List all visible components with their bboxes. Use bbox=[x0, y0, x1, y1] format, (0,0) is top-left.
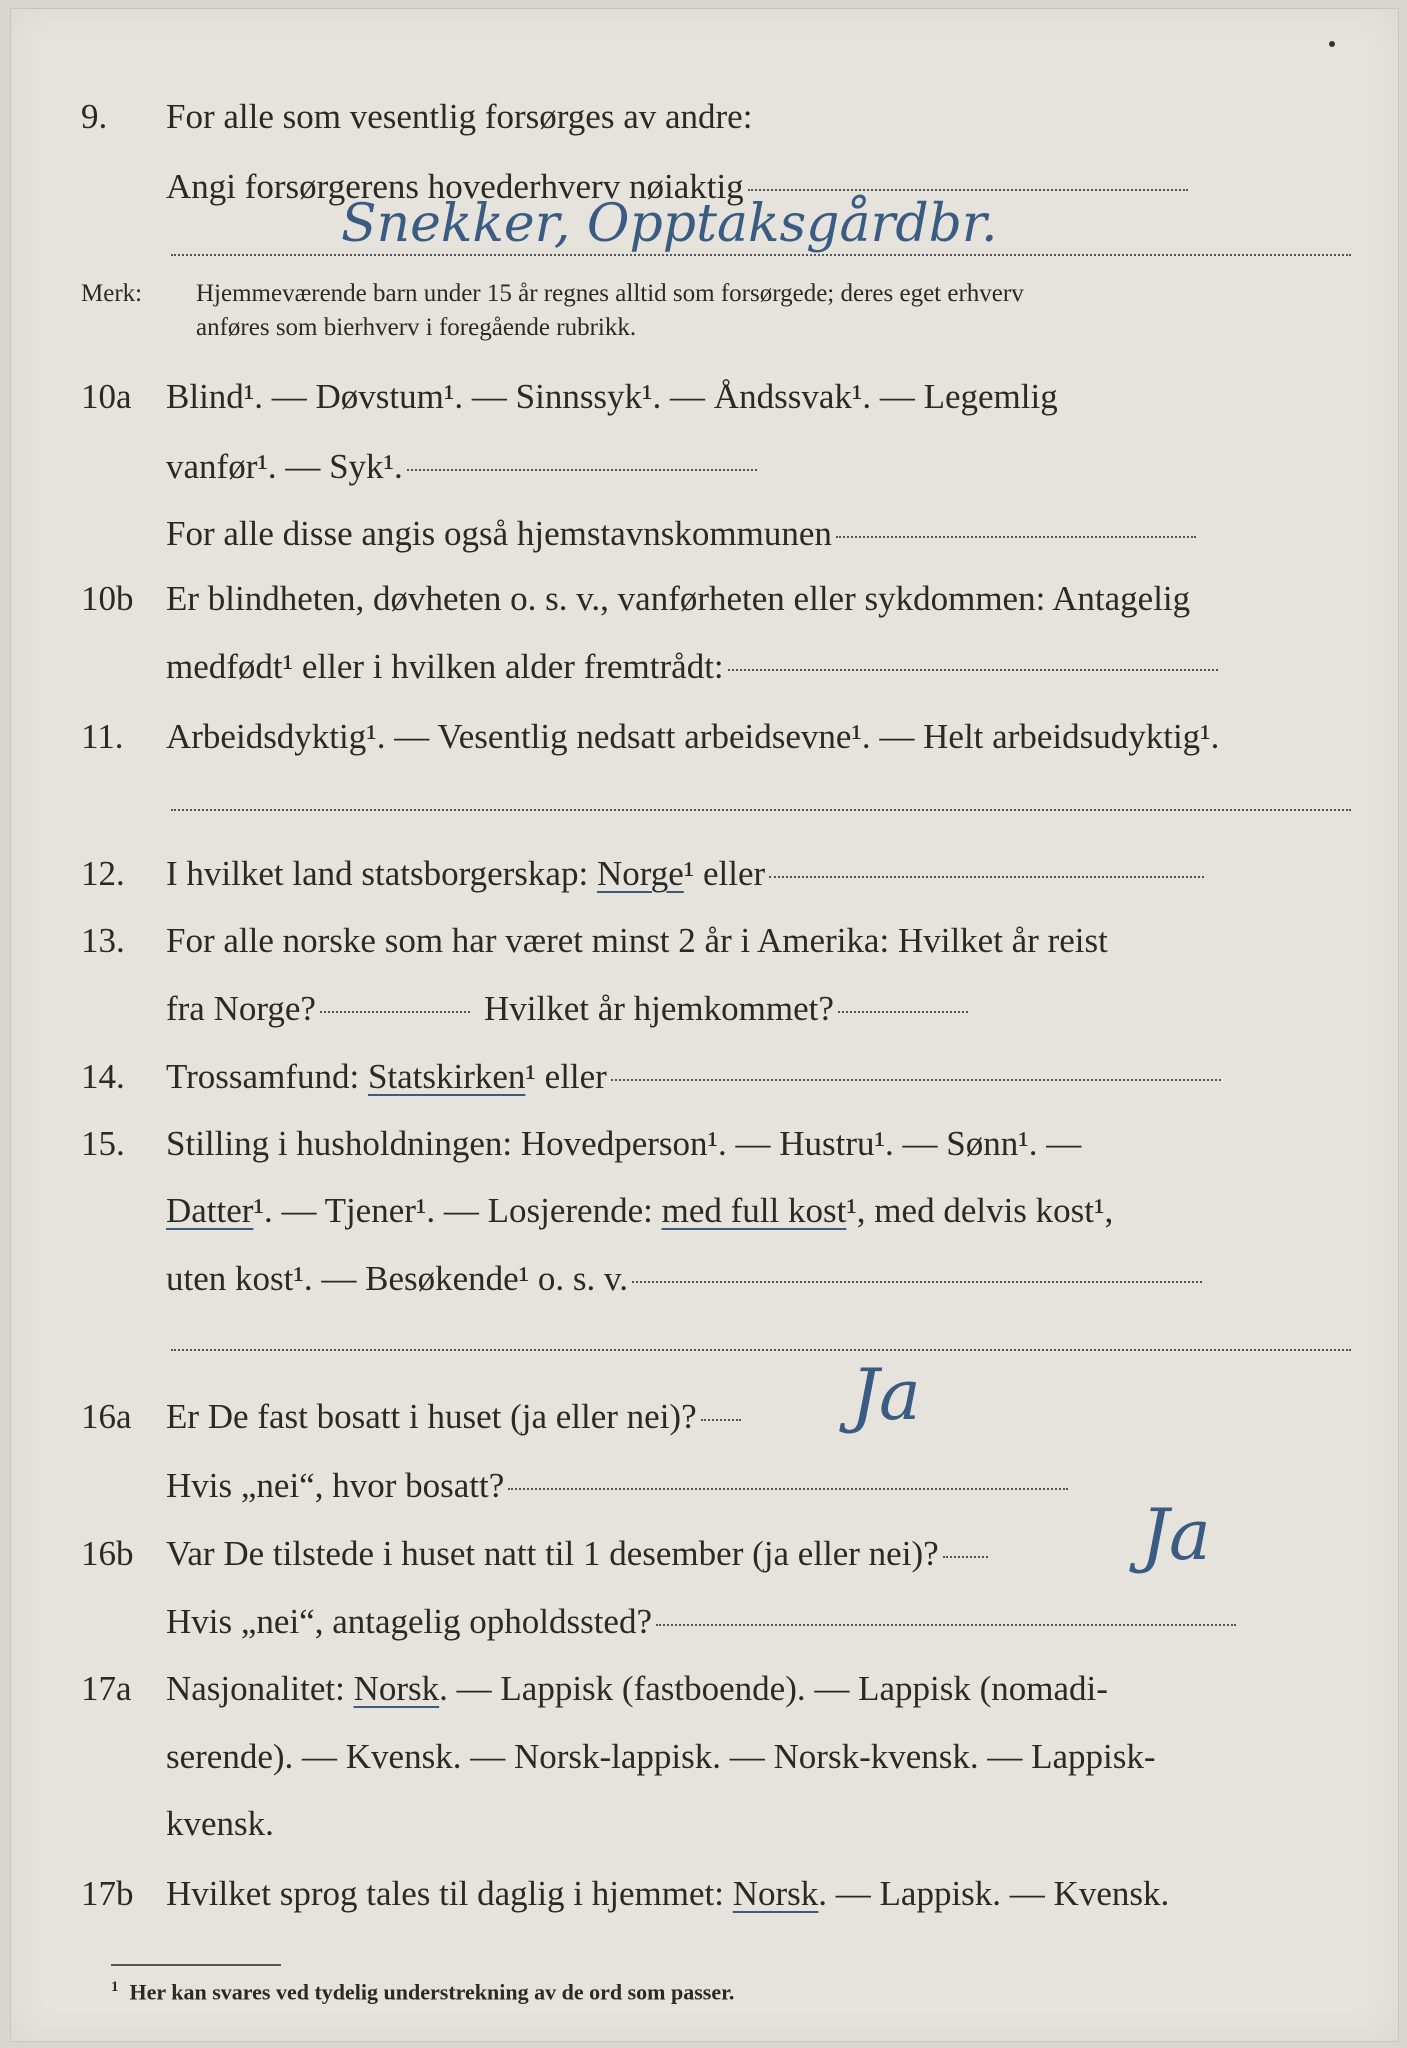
q14-underlined-answer: Statskirken bbox=[367, 1057, 526, 1096]
q16a-number: 16a bbox=[81, 1397, 132, 1436]
footnote: $^1$ Her kan svares ved tydelig understrekning av de ord som passer. bbox=[111, 1979, 735, 2005]
q13-line2: fra Norge? Hvilket år hjemkommet? bbox=[166, 979, 968, 1039]
q17b-number: 17b bbox=[81, 1874, 134, 1913]
q17b-line: Hvilket sprog tales til daglig i hjemmet: Norsk. — Lappisk. — Kvensk. bbox=[166, 1874, 1170, 1913]
q15-underlined-datter: Datter bbox=[166, 1191, 254, 1230]
q10a-line2: vanfør¹. — Syk¹. bbox=[166, 437, 757, 497]
q15-underlined-kost: med full kost bbox=[661, 1191, 847, 1230]
q12-underlined-answer: Norge bbox=[596, 854, 684, 893]
q9-handwritten-answer: Snekker, Opptaksgårdbr. bbox=[341, 194, 998, 254]
speck bbox=[1329, 41, 1335, 47]
q12-line: I hvilket land statsborgerskap: Norge¹ eller bbox=[166, 844, 1204, 904]
q11-number: 11. bbox=[81, 717, 124, 756]
q10a-line1: Blind¹. — Døvstum¹. — Sinnssyk¹. — Åndssvak¹. — Legemlig bbox=[166, 377, 1058, 416]
q10b-line2: medfødt¹ eller i hvilken alder fremtrådt: bbox=[166, 637, 1218, 697]
q9-answer-line bbox=[171, 254, 1351, 256]
merk-line2: anføres som bierhverv i foregående rubrikk. bbox=[196, 314, 637, 341]
q16b-line1: Var De tilstede i huset natt til 1 desember (ja eller nei)? bbox=[166, 1524, 988, 1584]
q10a-number: 10a bbox=[81, 377, 132, 416]
q9-number: 9. bbox=[81, 97, 108, 136]
q16a-line2: Hvis „nei“, hvor bosatt? bbox=[166, 1456, 1068, 1516]
q13-line1: For alle norske som har været minst 2 år i Amerika: Hvilket år reist bbox=[166, 921, 1108, 960]
q16a-handwritten-answer: Ja bbox=[851, 1354, 921, 1436]
q17a-number: 17a bbox=[81, 1669, 132, 1708]
q16b-handwritten-answer: Ja bbox=[1141, 1494, 1211, 1576]
q16a-line1: Er De fast bosatt i huset (ja eller nei)? bbox=[166, 1387, 741, 1447]
q17a-line2: serende). — Kvensk. — Norsk-lappisk. — Norsk-kvensk. — Lappisk- bbox=[166, 1737, 1156, 1776]
q15-line1: Stilling i husholdningen: Hovedperson¹. — Hustru¹. — Sønn¹. — bbox=[166, 1124, 1082, 1163]
q14-line: Trossamfund: Statskirken¹ eller bbox=[166, 1047, 1221, 1107]
q13-number: 13. bbox=[81, 921, 125, 960]
q16b-line2: Hvis „nei“, antagelig opholdssted? bbox=[166, 1592, 1236, 1652]
q15-answer-line bbox=[171, 1349, 1351, 1351]
q12-number: 12. bbox=[81, 854, 125, 893]
merk-line1: Hjemmeværende barn under 15 år regnes alltid som forsørgede; deres eget erhverv bbox=[196, 280, 1024, 307]
q10b-number: 10b bbox=[81, 579, 134, 618]
q9-text: For alle som vesentlig forsørges av andre: bbox=[166, 97, 753, 136]
q9-text2: Angi forsørgerens hovederhverv nøiaktig bbox=[166, 157, 1188, 217]
q11-answer-line bbox=[171, 809, 1351, 811]
q11-line1: Arbeidsdyktig¹. — Vesentlig nedsatt arbeidsevne¹. — Helt arbeidsudyktig¹. bbox=[166, 717, 1220, 756]
census-form-page bbox=[10, 8, 1399, 2042]
q14-number: 14. bbox=[81, 1057, 125, 1096]
q15-line3: uten kost¹. — Besøkende¹ o. s. v. bbox=[166, 1249, 1202, 1309]
q17a-line3: kvensk. bbox=[166, 1804, 274, 1843]
q15-line2: Datter¹. — Tjener¹. — Losjerende: med full kost¹, med delvis kost¹, bbox=[166, 1191, 1114, 1230]
footnote-rule bbox=[111, 1964, 281, 1966]
q15-number: 15. bbox=[81, 1124, 125, 1163]
merk-label: Merk: bbox=[81, 280, 143, 307]
q17a-line1: Nasjonalitet: Norsk. — Lappisk (fastboende). — Lappisk (nomadi- bbox=[166, 1669, 1108, 1708]
q10a-line3: For alle disse angis også hjemstavnskommunen bbox=[166, 504, 1196, 564]
q16b-number: 16b bbox=[81, 1534, 134, 1573]
q17a-underlined-answer: Norsk bbox=[353, 1669, 440, 1708]
q10b-line1: Er blindheten, døvheten o. s. v., vanførheten eller sykdommen: Antagelig bbox=[166, 579, 1191, 618]
q17b-underlined-answer: Norsk bbox=[732, 1874, 819, 1913]
